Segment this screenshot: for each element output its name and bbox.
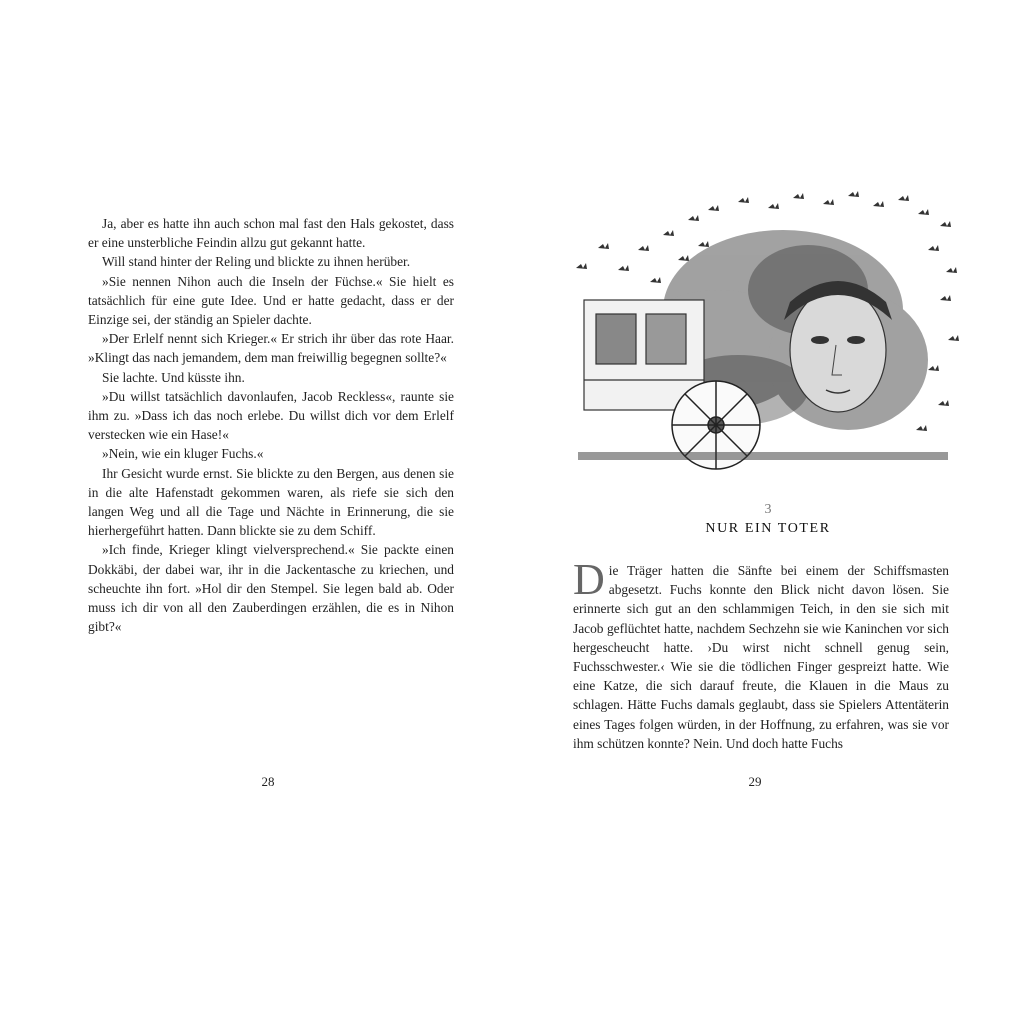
chapter-title: NUR EIN TOTER [705, 521, 831, 536]
page-number-left: 28 [261, 774, 275, 789]
paragraph: »Der Erlelf nennt sich Krieger.« Er strich ihr über das rote Haar. »Klingt das nach jemandem, dem man freiwillig begegnen sollte?« [88, 331, 454, 366]
paragraph: »Sie nennen Nihon auch die Inseln der Füchse.« Sie hielt es tatsächlich für eine gute Idee. Und er hatte gedacht, dass er der Einzige sei, der ständig an Spieler dachte. [88, 273, 454, 328]
left-page-body [88, 214, 454, 636]
chapter-number: 3 [764, 502, 772, 517]
chapter-illustration [568, 190, 960, 470]
paragraph: Will stand hinter der Reling und blickte zu ihnen herüber. [102, 254, 411, 270]
paragraph: Ja, aber es hatte ihn auch schon mal fast den Hals gekostet, dass er eine unsterbliche Feindin allzu gut gekannt hatte. [88, 216, 454, 251]
paragraph: »Ich finde, Krieger klingt vielversprechend.« Sie packte einen Dokkäbi, der dabei war, ihr in die Jackentasche zu kriechen, und scheuchte ihn fort. »Hol dir den Stempel. Sie legen bald ab. Oder muss ich dir von all den Zauberdingen erzählen, die es in Nihon gibt?« [88, 542, 454, 635]
right-page-body [573, 555, 949, 753]
page-number-right: 29 [748, 774, 762, 789]
paragraph: »Nein, wie ein kluger Fuchs.« [102, 446, 264, 462]
right-page [512, 0, 1024, 1024]
paragraph: Ihr Gesicht wurde ernst. Sie blickte zu den Bergen, aus denen sie in die alte Hafenstadt gekommen waren, als riefe sie sich den langen Weg und all die Tage und Nächte in Erinnerung, die sie hierhergeführt hatten. Dann blickte sie zu dem Schiff. [88, 465, 454, 539]
paragraph: Sie lachte. Und küsste ihn. [102, 369, 245, 385]
drop-cap: D [573, 555, 605, 604]
paragraph: »Du willst tatsächlich davonlaufen, Jacob Reckless«, raunte sie ihm zu. »Dass ich das noch erlebe. Du willst dich vor dem Erlelf verstecken wie ein Hase!« [88, 388, 454, 443]
opening-paragraph: ie Träger hatten die Sänfte bei einem der Schiffsmasten abgesetzt. Fuchs konnte den Blick nicht davon lösen. Sie erinnerte sich gut an den schlammigen Teich, in den sie sich mit Jacob geflüchtet hatte, nachdem Sechzehn sie wie Kaninchen vor sich hergescheucht hatte. ›Du wirst nicht schnell genug sein, Fuchsschwester.‹ Wie sie die tödlichen Finger gespreizt hatte. Wie eine Katze, die sich darauf freute, die Klauen in die Maus zu schlagen. Hätte Fuchs damals geglaubt, dass sie Spielers Attentäterin eines Tages folgen würden, in der Hoffnung, zu erfahren, was sie vor ihm schützen konnte? Nein. Und doch hatte Fuchs [573, 563, 949, 751]
